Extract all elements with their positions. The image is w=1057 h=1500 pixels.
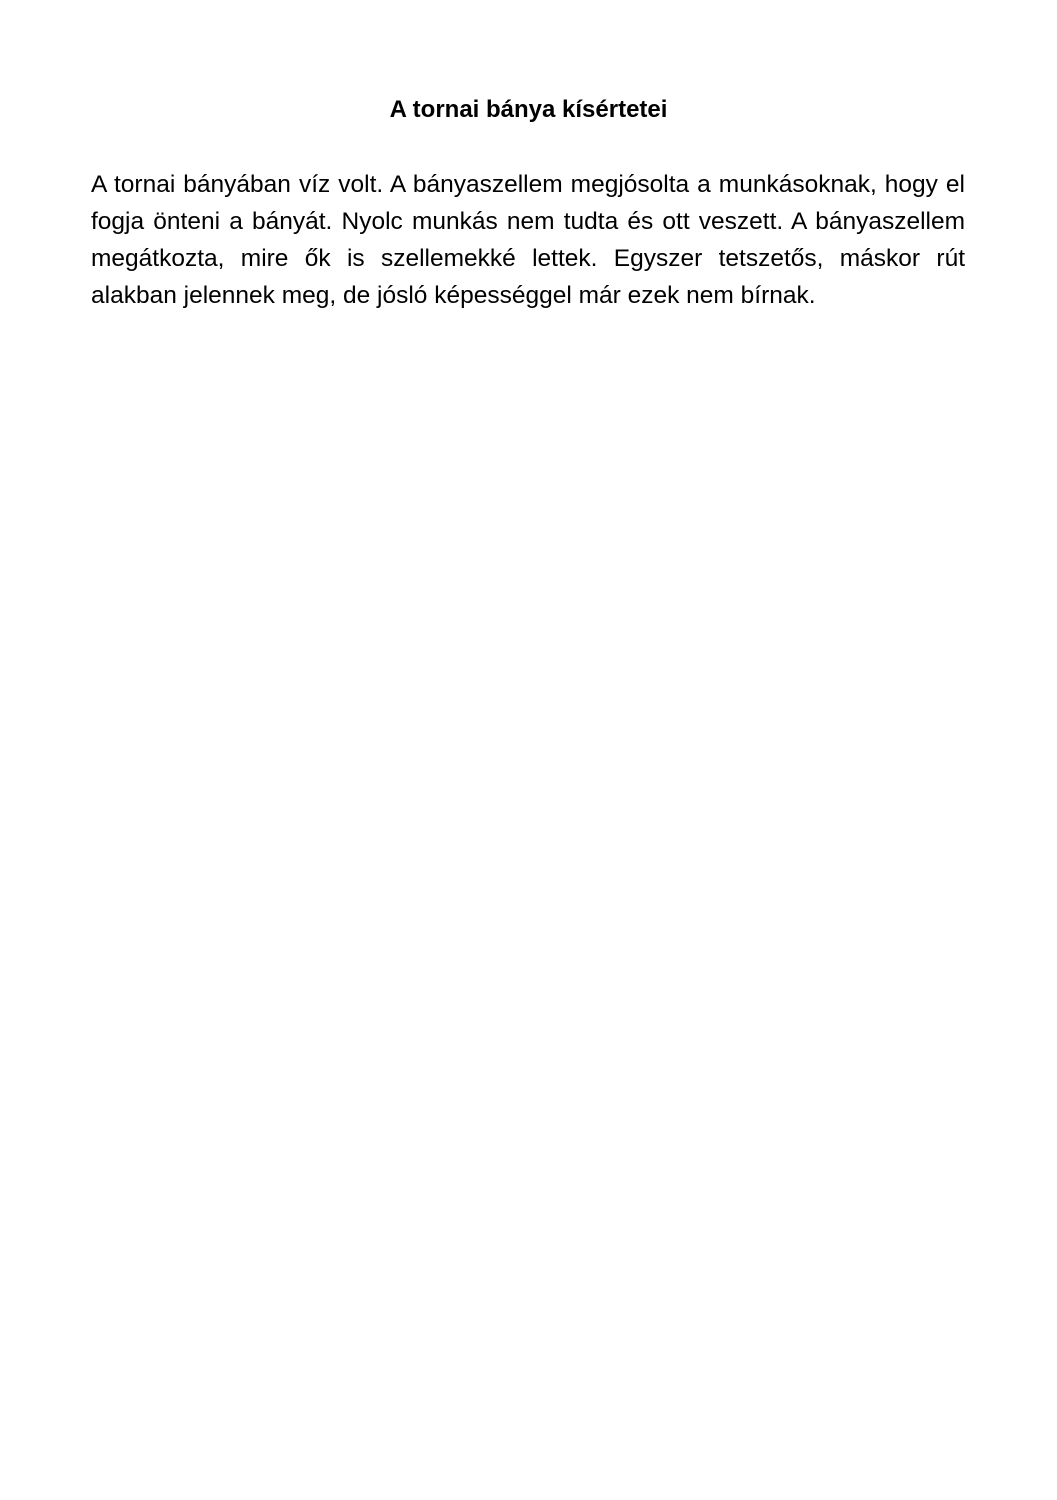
document-paragraph: A tornai bányában víz volt. A bányaszellem megjósolta a munkásoknak, hogy el fogja önteni a bányát. Nyolc munkás nem tudta és ott veszett. A bányaszellem megátkozta, mire ők is szellemekké lettek. Egyszer tetszetős, máskor rút alakban jelennek meg, de jósló képességgel már ezek nem bírnak. <box>91 171 965 309</box>
document-title: A tornai bánya kísértetei <box>389 96 668 123</box>
